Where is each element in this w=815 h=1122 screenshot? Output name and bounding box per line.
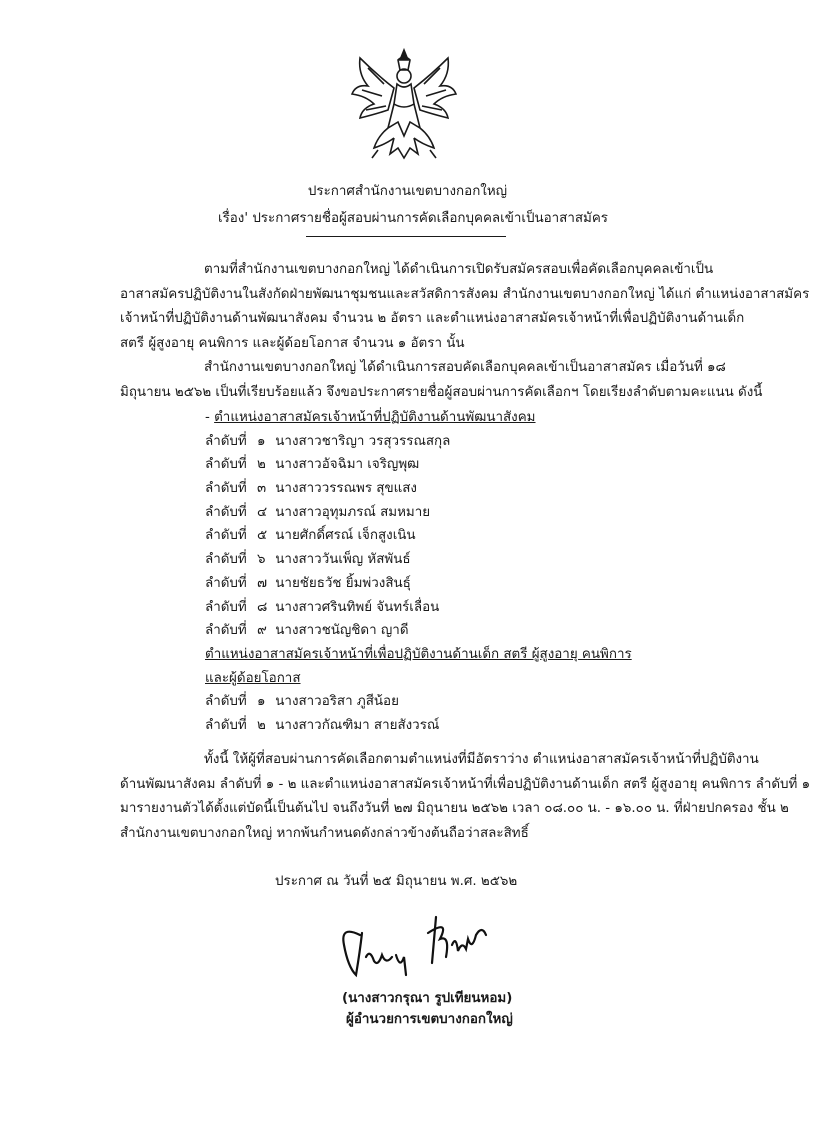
candidate-name: นางสาววันเพ็ญ หัสพันธ์ [275,552,411,568]
list-item [205,430,725,454]
group-2-heading-line-1: ตำแหน่งอาสาสมัครเจ้าหน้าที่เพื่อปฏิบัติงานด้านเด็ก สตรี ผู้สูงอายุ คนพิการ [205,646,632,662]
rank-number: ๙ [257,623,267,639]
rank-number: ๖ [257,552,266,568]
list-item [205,548,725,572]
paragraph-3 [120,748,811,846]
subject-text: ประกาศรายชื่อผู้สอบผ่านการคัดเลือกบุคคลเข้าเป็นอาสาสมัคร [252,211,609,226]
garuda-emblem-icon [348,44,460,164]
announcement-org-line: ประกาศสำนักงานเขตบางกอกใหญ่ [307,184,508,199]
paragraph-line: มิถุนายน ๒๕๖๒ เป็นที่เรียบร้อยแล้ว จึงขอประกาศรายชื่อผู้สอบผ่านการคัดเลือกฯ โดยเรียงลำดับตามคะแนน ดังนี้ [120,384,763,400]
heading-dash: - [205,410,210,425]
rank-label: ลำดับที่ [205,433,247,449]
rank-number: ๕ [257,528,268,544]
candidate-name: นางสาวอริสา ภูสีน้อย [275,694,399,710]
group-1-heading: ตำแหน่งอาสาสมัครเจ้าหน้าที่ปฏิบัติงานด้านพัฒนาสังคม [214,410,536,425]
signatory-name: (นางสาวกรุณา รูปเทียนหอม) [342,991,513,1006]
ranked-list [205,406,725,738]
announcement-subject [218,207,608,228]
list-item [205,524,725,548]
paragraph-line: เจ้าหน้าที่ปฏิบัติงานด้านพัฒนาสังคม จำนวน ๒ อัตรา และตำแหน่งอาสาสมัครเจ้าหน้าที่เพื่อปฏิบัติงานด้านเด็ก [120,311,745,326]
list-item [205,690,725,714]
rank-label: ลำดับที่ [205,575,247,591]
candidate-name: นางสาวกัณฑิมา สายสังวรณ์ [275,717,440,733]
rank-label: ลำดับที่ [205,504,247,520]
rank-number: ๑ [257,694,266,710]
subject-separator: ' [244,211,253,226]
paragraph-line: มารายงานตัวได้ตั้งแต่บัดนี้เป็นต้นไป จนถึงวันที่ ๒๗ มิถุนายน ๒๕๖๒ เวลา ๐๘.๐๐ น. - ๑๖.๐๐ น. ที่ฝ่ายปกครอง ชั้น ๒ [120,801,789,816]
rank-label: ลำดับที่ [205,599,247,615]
rank-number: ๓ [257,481,267,497]
list-item [205,714,725,738]
list-item [205,596,725,620]
paragraph-line: สำนักงานเขตบางกอกใหญ่ ได้ดำเนินการสอบคัดเลือกบุคคลเข้าเป็นอาสาสมัคร เมื่อวันที่ ๑๘ [204,360,726,375]
paragraph-line: ตามที่สำนักงานเขตบางกอกใหญ่ ได้ดำเนินการเปิดรับสมัครสอบเพื่อคัดเลือกบุคคลเข้าเป็น [204,262,714,277]
paragraph-line: ด้านพัฒนาสังคม ลำดับที่ ๑ - ๒ และตำแหน่งอาสาสมัครเจ้าหน้าที่เพื่อปฏิบัติงานด้านเด็ก สตรี ผู้สูงอายุ คนพิการ ลำดับที่ ๑ [120,776,811,792]
paragraph-line: สำนักงานเขตบางกอกใหญ่ หากพ้นกำหนดดังกล่าวข้างต้นถือว่าสละสิทธิ์ [120,825,529,841]
rank-number: ๒ [257,457,266,473]
rank-label: ลำดับที่ [205,717,247,733]
candidate-name: นายชัยธวัช ยิ้มพ่วงสินธุ์ [275,575,411,591]
rank-label: ลำดับที่ [205,528,247,544]
list-item [205,572,725,596]
paragraph-line: ทั้งนี้ ให้ผู้ที่สอบผ่านการคัดเลือกตามตำแหน่งที่มีอัตราว่าง ตำแหน่งอาสาสมัครเจ้าหน้าที่ปฏิบัติงาน [204,752,759,767]
candidate-name: นางสาวอุทุมภรณ์ สมหมาย [275,504,431,520]
rank-label: ลำดับที่ [205,552,247,568]
candidate-name: นายศักดิ์ศรณ์ เจ็กสูงเนิน [275,528,416,544]
rank-number: ๗ [257,575,268,591]
rank-label: ลำดับที่ [205,481,247,497]
paragraph-line: สตรี ผู้สูงอายุ คนพิการ และผู้ด้อยโอกาส จำนวน ๑ อัตรา นั้น [120,335,465,351]
candidate-name: นางสาวศรินทิพย์ จันทร์เลื่อน [275,599,440,615]
group-2-heading-line-2: และผู้ด้อยโอกาส [205,670,301,686]
candidate-name: นางสาวชนัญชิดา ญาดี [275,623,409,639]
subject-label: เรื่อง [218,211,245,226]
paragraph-line: อาสาสมัครปฏิบัติงานในสังกัดฝ่ายพัฒนาชุมชนและสวัสดิการสังคม สำนักงานเขตบางกอกใหญ่ ได้แก่ ตำแหน่งอาสาสมัคร [120,286,810,302]
group-1-heading-row [205,406,725,430]
rank-number: ๒ [257,717,266,733]
candidate-name: นางสาววรรณพร สุขแสง [275,481,417,497]
announce-date: ประกาศ ณ วันที่ ๒๕ มิถุนายน พ.ศ. ๒๕๖๒ [275,874,518,889]
rank-label: ลำดับที่ [205,623,247,639]
list-item [205,453,725,477]
candidate-name: นางสาวอัจฉิมา เจริญพุฒ [275,457,420,473]
paragraph-1 [120,258,810,356]
candidate-name: นางสาวชาริญา วรสุวรรณสกุล [275,433,451,449]
list-item [205,501,725,525]
handwritten-signature [300,905,540,985]
title-underline [306,236,506,237]
rank-number: ๑ [257,433,266,449]
rank-label: ลำดับที่ [205,694,247,710]
paragraph-2 [120,356,763,405]
rank-label: ลำดับที่ [205,457,247,473]
rank-number: ๔ [257,504,268,520]
list-item [205,619,725,643]
list-item [205,477,725,501]
signatory-title: ผู้อำนวยการเขตบางกอกใหญ่ [346,1012,513,1027]
rank-number: ๘ [257,599,268,615]
